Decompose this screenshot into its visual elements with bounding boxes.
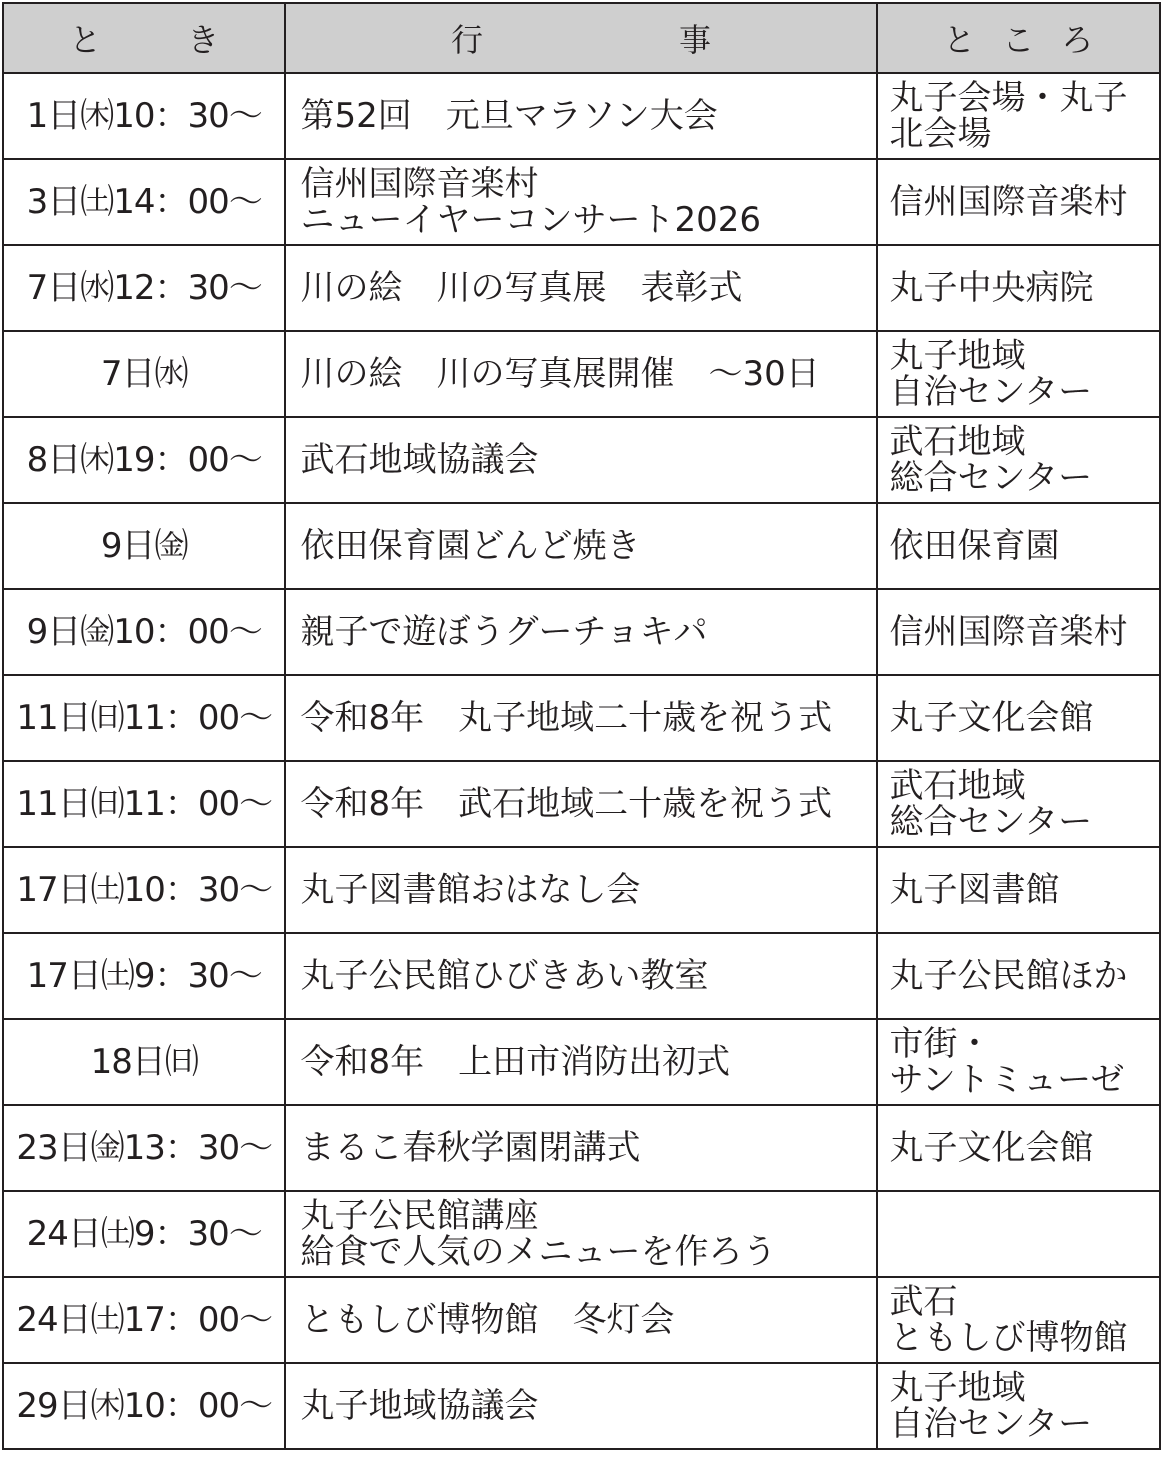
date-cell: 17日㈯10：30～	[3, 847, 285, 933]
table-row	[3, 847, 1160, 933]
header-place-char: と	[943, 21, 976, 59]
event-cell: 丸子図書館おはなし会	[285, 847, 876, 933]
table-row	[3, 1019, 1160, 1105]
event-cell: 川の絵 川の写真展 表彰式	[285, 245, 876, 331]
date-cell: 7日㈬	[3, 331, 285, 417]
event-cell: 第52回 元旦マラソン大会	[285, 73, 876, 159]
header-place-char: ろ	[1061, 21, 1094, 59]
place-cell: 丸子文化会館	[877, 675, 1161, 761]
date-cell: 29日㈭10：00～	[3, 1363, 285, 1449]
place-cell: 丸子図書館	[877, 847, 1161, 933]
table-row	[3, 1277, 1160, 1363]
table-row	[3, 503, 1160, 589]
table-row	[3, 73, 1160, 159]
event-cell: 丸子公民館ひびきあい教室	[285, 933, 876, 1019]
date-cell: 24日㈯9：30～	[3, 1191, 285, 1277]
date-cell: 11日㈰11：00～	[3, 761, 285, 847]
event-cell: 丸子地域協議会	[285, 1363, 876, 1449]
place-cell: 信州国際音楽村	[877, 589, 1161, 675]
header-date-char: と	[69, 21, 102, 59]
table-row	[3, 331, 1160, 417]
table-header-row	[3, 3, 1160, 73]
place-cell: 丸子地域 自治センター	[877, 1363, 1161, 1449]
date-cell: 23日㈮13：30～	[3, 1105, 285, 1191]
table-row	[3, 933, 1160, 1019]
date-cell: 24日㈯17：00～	[3, 1277, 285, 1363]
place-cell: 武石 ともしび博物館	[877, 1277, 1161, 1363]
event-cell: まるこ春秋学園閉講式	[285, 1105, 876, 1191]
header-place	[877, 3, 1161, 73]
place-cell: 依田保育園	[877, 503, 1161, 589]
event-cell: 丸子公民館講座 給食で人気のメニューを作ろう	[285, 1191, 876, 1277]
event-cell: ともしび博物館 冬灯会	[285, 1277, 876, 1363]
table-row	[3, 417, 1160, 503]
date-cell: 3日㈯14：00～	[3, 159, 285, 245]
event-cell: 令和8年 丸子地域二十歳を祝う式	[285, 675, 876, 761]
place-cell: 丸子地域 自治センター	[877, 331, 1161, 417]
header-event-char: 行	[450, 21, 483, 59]
event-cell: 親子で遊ぼうグーチョキパ	[285, 589, 876, 675]
place-cell: 武石地域 総合センター	[877, 417, 1161, 503]
header-place-char: こ	[1002, 21, 1035, 59]
table-row	[3, 1105, 1160, 1191]
place-cell: 武石地域 総合センター	[877, 761, 1161, 847]
date-cell: 1日㈭10：30～	[3, 73, 285, 159]
date-cell: 17日㈯9：30～	[3, 933, 285, 1019]
date-cell: 8日㈭19：00～	[3, 417, 285, 503]
place-cell: 丸子中央病院	[877, 245, 1161, 331]
header-event	[285, 3, 876, 73]
table-row	[3, 245, 1160, 331]
event-cell: 依田保育園どんど焼き	[285, 503, 876, 589]
place-cell: 丸子会場・丸子北会場	[877, 73, 1161, 159]
place-cell	[877, 1191, 1161, 1277]
table-row	[3, 675, 1160, 761]
place-cell: 信州国際音楽村	[877, 159, 1161, 245]
date-cell: 9日㈮	[3, 503, 285, 589]
place-cell: 丸子文化会館	[877, 1105, 1161, 1191]
event-cell: 令和8年 上田市消防出初式	[285, 1019, 876, 1105]
table-row	[3, 589, 1160, 675]
table-row	[3, 761, 1160, 847]
table-row	[3, 159, 1160, 245]
header-date-char: き	[187, 21, 220, 59]
date-cell: 11日㈰11：00～	[3, 675, 285, 761]
place-cell: 市街・ サントミューゼ	[877, 1019, 1161, 1105]
event-schedule-table	[2, 2, 1161, 1450]
event-cell: 武石地域協議会	[285, 417, 876, 503]
event-cell: 令和8年 武石地域二十歳を祝う式	[285, 761, 876, 847]
header-date	[3, 3, 285, 73]
header-event-char: 事	[678, 21, 711, 59]
date-cell: 9日㈮10：00～	[3, 589, 285, 675]
table-row	[3, 1363, 1160, 1449]
table-row	[3, 1191, 1160, 1277]
place-cell: 丸子公民館ほか	[877, 933, 1161, 1019]
event-cell: 信州国際音楽村 ニューイヤーコンサート2026	[285, 159, 876, 245]
event-cell: 川の絵 川の写真展開催 ～30日	[285, 331, 876, 417]
date-cell: 18日㈰	[3, 1019, 285, 1105]
date-cell: 7日㈬12：30～	[3, 245, 285, 331]
